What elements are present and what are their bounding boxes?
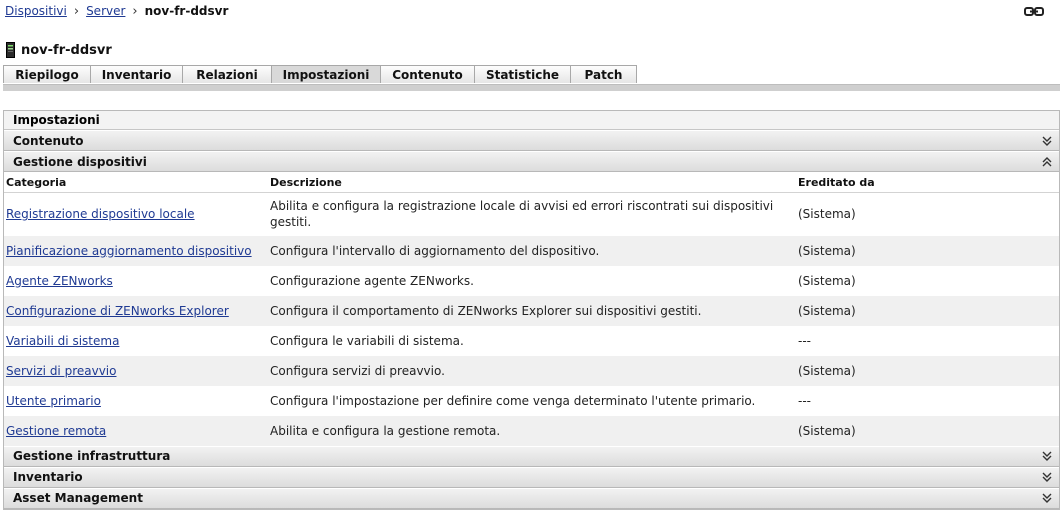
inherited-cell: (Sistema) bbox=[798, 273, 856, 288]
expand-icon[interactable] bbox=[1041, 492, 1053, 504]
breadcrumb-separator-icon: › bbox=[73, 3, 80, 19]
breadcrumb-server-link[interactable]: Server bbox=[86, 4, 126, 18]
section-gestione-infrastruttura[interactable] bbox=[4, 446, 1059, 467]
table-row bbox=[4, 236, 1059, 266]
tab-bar bbox=[3, 65, 636, 84]
section-label: Gestione dispositivi bbox=[13, 154, 147, 169]
column-header-descrizione[interactable]: Descrizione bbox=[268, 172, 796, 193]
description-cell: Configura l'impostazione per definire come venga determinato l'utente primario. bbox=[270, 393, 756, 408]
server-icon bbox=[6, 42, 15, 58]
category-link[interactable]: Gestione remota bbox=[6, 423, 107, 438]
category-link[interactable]: Agente ZENworks bbox=[6, 273, 113, 288]
tab-contenuto[interactable]: Contenuto bbox=[380, 65, 475, 83]
table-row bbox=[4, 356, 1059, 386]
category-link[interactable]: Configurazione di ZENworks Explorer bbox=[6, 303, 229, 318]
tab-impostazioni[interactable]: Impostazioni bbox=[271, 65, 381, 83]
table-row bbox=[4, 193, 1059, 236]
expand-icon[interactable] bbox=[1041, 450, 1053, 462]
section-gestione-dispositivi[interactable] bbox=[4, 151, 1059, 172]
category-link[interactable]: Utente primario bbox=[6, 393, 101, 408]
tab-relazioni[interactable]: Relazioni bbox=[182, 65, 272, 83]
tab-patch[interactable]: Patch bbox=[570, 65, 637, 83]
table-row bbox=[4, 266, 1059, 296]
inherited-cell: (Sistema) bbox=[798, 363, 856, 378]
description-cell: Configurazione agente ZENworks. bbox=[270, 273, 474, 288]
tab-divider bbox=[3, 84, 1060, 91]
panel-title: Impostazioni bbox=[4, 111, 1059, 130]
description-cell: Configura il comportamento di ZENworks Explorer sui dispositivi gestiti. bbox=[270, 303, 702, 318]
tab-inventario[interactable]: Inventario bbox=[90, 65, 183, 83]
inherited-cell: (Sistema) bbox=[798, 243, 856, 258]
section-contenuto[interactable] bbox=[4, 130, 1059, 151]
collapse-icon[interactable] bbox=[1041, 156, 1053, 168]
link-icon[interactable] bbox=[1024, 6, 1044, 18]
section-label: Inventario bbox=[13, 470, 83, 484]
section-inventario[interactable] bbox=[4, 467, 1059, 488]
breadcrumb-separator-icon: › bbox=[132, 3, 138, 19]
section-label: Gestione infrastruttura bbox=[13, 449, 171, 463]
inherited-cell: --- bbox=[798, 333, 811, 348]
inherited-cell: (Sistema) bbox=[798, 303, 856, 318]
table-row bbox=[4, 416, 1059, 446]
tab-riepilogo[interactable]: Riepilogo bbox=[3, 65, 91, 83]
category-link[interactable]: Variabili di sistema bbox=[6, 333, 120, 348]
table-row bbox=[4, 296, 1059, 326]
description-cell: Configura l'intervallo di aggiornamento del dispositivo. bbox=[270, 243, 600, 258]
tab-statistiche[interactable]: Statistiche bbox=[474, 65, 571, 83]
category-link[interactable]: Pianificazione aggiornamento dispositivo bbox=[6, 243, 252, 258]
section-label: Asset Management bbox=[13, 491, 143, 505]
inherited-cell: (Sistema) bbox=[798, 207, 856, 222]
description-cell: Configura servizi di preavvio. bbox=[270, 363, 445, 378]
device-name: nov-fr-ddsvr bbox=[21, 42, 112, 58]
section-asset-management[interactable] bbox=[4, 488, 1059, 509]
settings-table bbox=[4, 172, 1059, 446]
breadcrumb-dispositivi-link[interactable]: Dispositivi bbox=[5, 4, 67, 18]
category-link[interactable]: Registrazione dispositivo locale bbox=[6, 207, 195, 222]
column-header-categoria[interactable]: Categoria bbox=[4, 172, 268, 193]
device-title bbox=[6, 41, 112, 59]
table-row bbox=[4, 326, 1059, 356]
expand-icon[interactable] bbox=[1041, 135, 1053, 147]
breadcrumb bbox=[5, 3, 228, 19]
description-cell: Configura le variabili di sistema. bbox=[270, 333, 464, 348]
category-link[interactable]: Servizi di preavvio bbox=[6, 363, 117, 378]
inherited-cell: --- bbox=[798, 393, 811, 408]
inherited-cell: (Sistema) bbox=[798, 423, 856, 438]
table-row bbox=[4, 386, 1059, 416]
section-label: Contenuto bbox=[13, 133, 84, 148]
column-header-ereditato-da[interactable]: Ereditato da bbox=[796, 172, 1059, 193]
breadcrumb-current: nov-fr-ddsvr bbox=[144, 4, 229, 18]
description-cell: Abilita e configura la gestione remota. bbox=[270, 423, 501, 438]
description-cell: Abilita e configura la registrazione locale di avvisi ed errori riscontrati sui dispositivi gestiti. bbox=[270, 199, 774, 230]
expand-icon[interactable] bbox=[1041, 471, 1053, 483]
settings-panel bbox=[3, 110, 1060, 510]
